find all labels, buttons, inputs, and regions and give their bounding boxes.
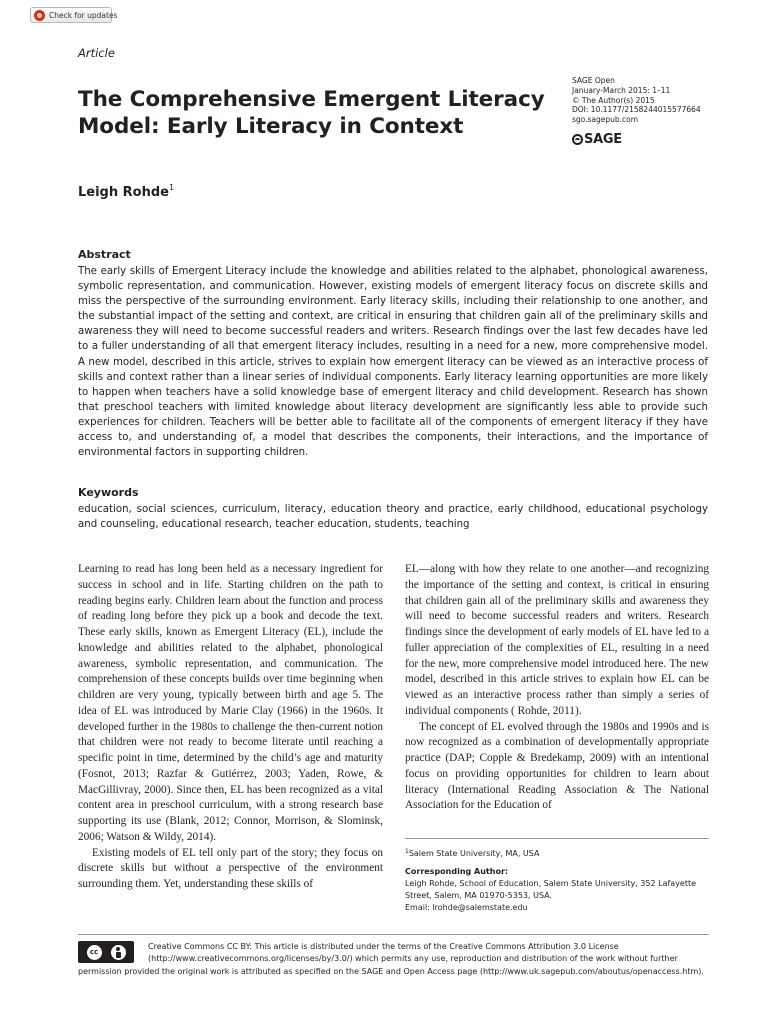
journal-url[interactable]: sgo.sagepub.com: [572, 115, 639, 125]
crossmark-icon: [34, 10, 45, 21]
license-body: This article is distributed under the terms of the Creative Commons Attribution 3.0 License (http://www.creativecommons.org/licenses/by/3.0/) which permits any use, reproduction and distribution of the work without further: [148, 942, 678, 963]
footnote-affil-mark: 1: [405, 848, 409, 855]
corresponding-author-heading: Corresponding Author:: [405, 867, 509, 876]
body-paragraph: EL—along with how they relate to one another—and recognizing the importance of the setting and context, is critical in ensuring that children gain all of the preliminary skills and awareness they will need to become successful readers and writers. Research findings since the development of early models of EL have led to a fuller appreciation of the complexities of EL, resulting in a need for the new, more comprehensive model introduced here. The new model, described in this article strives to explain how EL can be viewed as an interactive process rather than simply a series of individual components ( Rohde, 2011).: [405, 563, 709, 717]
body-paragraph: The concept of EL evolved through the 1980s and 1990s and is now recognized as a combination of developmentally appropriate practice (DAP; Copple & Bredekamp, 2009) with an intentional focus on providing opportunities for children to learn about literacy (International Reading Association & The National Association for the Education of: [405, 720, 709, 812]
cc-icon: cc: [87, 945, 102, 960]
license-last-line: permission provided the original work is attributed as specified on the SAGE and Open Access page (http://www.uk.sagepub.com/aboutus/openaccess.htm).: [78, 967, 704, 976]
author-line: [78, 183, 174, 200]
cc-by-badge[interactable]: [78, 941, 134, 963]
keywords-text: education, social sciences, curriculum, literacy, education theory and practice, early childhood, educational psychology and counseling, educational research, teacher education, students, teaching: [78, 504, 708, 531]
abstract-text: The early skills of Emergent Literacy include the knowledge and abilities related to the alphabet, phonological awareness, symbolic representation, and communication. However, existing models of emergent literacy focus on discrete skills and miss the perspective of the surrounding environment. Early literacy skills, including their relationship to one another, and the substantial impact of the setting and context, are critical in ensuring that children gain all of the preliminary skills and awareness they will need to become successful readers and writers. Research findings over the last few decades have led to a fuller understanding of all that emergent literacy includes, resulting in a need for a new, more comprehensive model. A new model, described in this article, strives to explain how emergent literacy can be viewed as an interactive process of skills and context rather than a linear series of individual components. Early literacy learning opportunities are more likely to happen when teachers have a solid knowledge base of emergent literacy and child development. Research has shown that preschool teachers with limited knowledge about literacy development are significantly less able to provide such experiences for children. Teachers will be better able to facilitate all of the components of emergent literacy if they have access to, and understanding of, a model that describes the components, their interactions, and the importance of environmental factors in supporting children.: [78, 266, 708, 459]
body-paragraph: Existing models of EL tell only part of the story; they focus on discrete skills but without a perspective of the environment surrounding them. Yet, understanding these skills of: [78, 846, 383, 890]
affiliation-text: Salem State University, MA, USA: [408, 849, 540, 858]
body-paragraph: Learning to read has long been held as a necessary ingredient for success in school and in life. Starting children on the path to reading begins early. Children learn about the function and process of reading long before they pick up a book and decode the text. These early skills, known as Emergent Literacy (EL), include the knowledge and abilities related to the alphabet, phonological awareness, symbolic representation, and communication. The comprehension of these concepts builds over time beginning when children are very young, typically between birth and age 5. The idea of EL was introduced by Marie Clay (1966) in the 1960s. It developed further in the 1980s to challenge the then-current notion that children were not ready to become literate until reaching a specific point in time, determined by the child’s age and maturity (Fosnot, 2013; Razfar & Gutiérrez, 2003; Yaden, Rowe, & MacGillivray, 2000). Since then, EL has been recognized as a vital content area in preschool curriculum, with a strong research base supporting its use (Blank, 2012; Connor, Morrison, & Slominsk, 2006; Watson & Wildy, 2014).: [78, 563, 383, 843]
keywords-heading: Keywords: [78, 486, 139, 499]
doi[interactable]: DOI: 10.1177/2158244015577664: [572, 105, 701, 115]
journal-name: SAGE Open: [572, 76, 615, 85]
corresponding-author-address: Leigh Rohde, School of Education, Salem State University, 352 Lafayette Street, Salem, MA 01970-5353, USA.: [405, 879, 697, 900]
license-divider: [78, 934, 709, 935]
sage-logo-icon: [572, 134, 583, 145]
abstract-heading: Abstract: [78, 248, 131, 261]
by-person-icon: [111, 945, 126, 960]
article-title: The Comprehensive Emergent Literacy Model: Early Literacy in Context: [78, 87, 545, 139]
copyright: © The Author(s) 2015: [572, 95, 655, 105]
author-affil-mark[interactable]: 1: [168, 183, 175, 192]
license-lead: Creative Commons CC BY:: [148, 942, 253, 951]
license-text: [148, 941, 708, 965]
body-column-left: [78, 562, 383, 893]
footnote-divider: [405, 838, 709, 839]
journal-issue: January-March 2015: 1–11: [572, 85, 671, 95]
sage-logo: [572, 132, 622, 147]
check-for-updates-label: Check for updates: [49, 10, 118, 20]
sage-logo-text: SAGE: [584, 132, 622, 147]
body-column-right: [405, 562, 709, 814]
footnote-affiliation: [405, 846, 709, 860]
check-for-updates-button[interactable]: [30, 7, 118, 23]
corresponding-author-email[interactable]: Email: lrohde@salemstate.edu: [405, 903, 528, 912]
journal-meta: [572, 76, 701, 125]
author-name: Leigh Rohde: [78, 185, 169, 200]
article-type-label: Article: [78, 46, 115, 60]
